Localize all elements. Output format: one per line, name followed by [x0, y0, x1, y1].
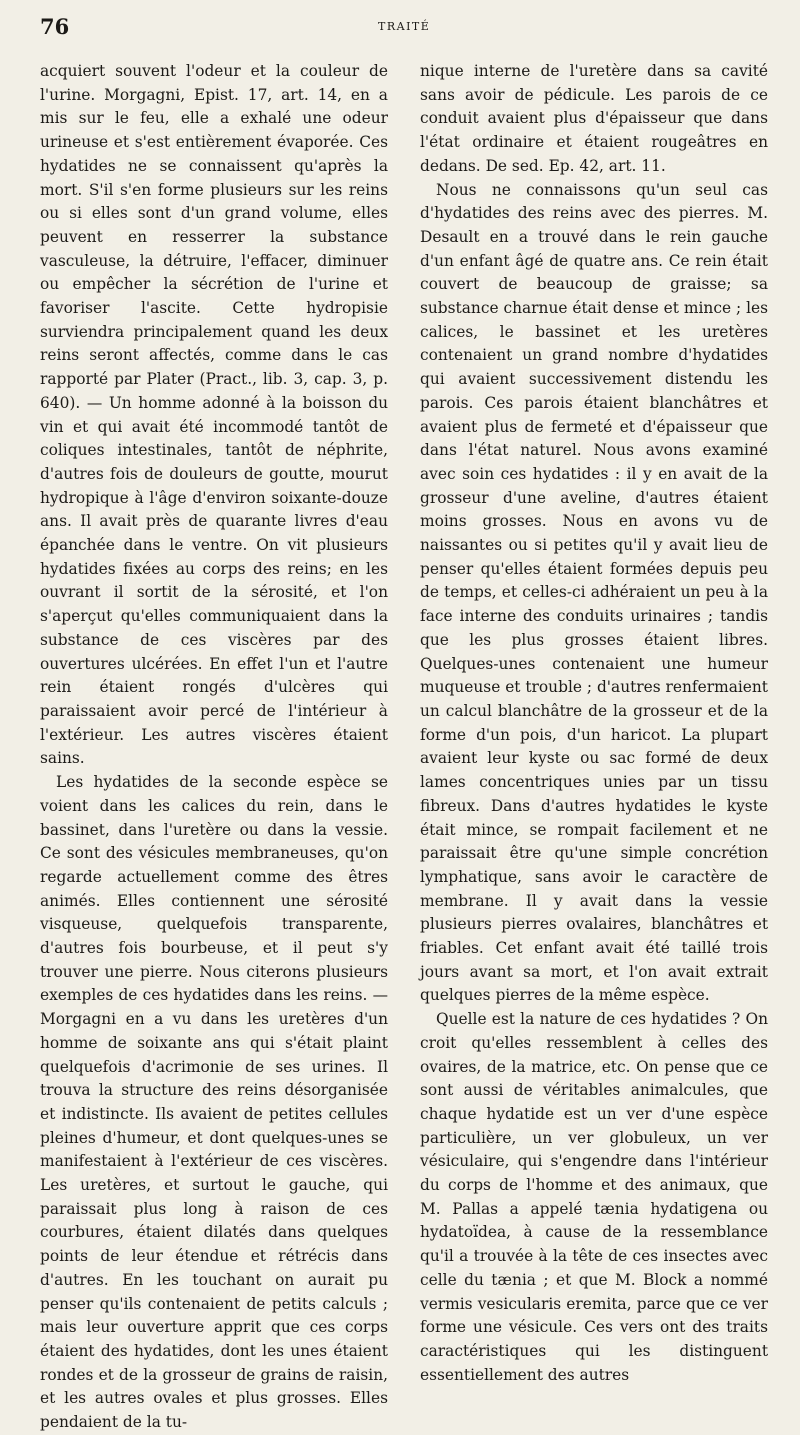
page-number: 76	[40, 14, 70, 39]
paragraph: Les hydatides de la seconde espèce se voient dans les calices du rein, dans le bassinet, dans l'uretère ou dans la vessie. Ce sont des vésicules membraneuses, qu'on regarde actuellement comme des êtres animés. Elles contiennent une sérosité visqueuse, quelquefois transparente, d'autres fois bourbeuse, et il peut s'y trouver une pierre. Nous citerons plusieurs exemples de ces hydatides dans les reins. — Morgagni en a vu dans les uretères d'un homme de soixante ans qui s'était plaint quelquefois d'acrimonie de ses urines. Il trouva la structure des reins désorganisée et indistincte. Ils avaient de petites cellules pleines d'humeur, et dont quelques-unes se manifestaient à l'extérieur de ces viscères. Les uretères, et surtout le gauche, qui paraissait plus long à raison de ces courbures, étaient dilatés dans quelques points de leur étendue et rétrécis dans d'autres. En les touchant on aurait pu penser qu'ils contenaient de petits calculs ; mais leur ouverture apprit que ces corps étaient des hydatides, dont les unes étaient rondes et de la grosseur de grains de raisin, et les autres ovales et plus grosses. Elles pendaient de la tu-	[40, 773, 388, 1432]
page-header	[0, 14, 800, 44]
paragraph: acquiert souvent l'odeur et la couleur de l'urine. Morgagni, Epist. 17, art. 14, en a mis sur le feu, elle a exhalé une odeur urineuse et s'est entièrement évaporée. Ces hydatides ne se connaissent qu'après la mort. S'il s'en forme plusieurs sur les reins ou si elles sont d'un grand volume, elles peuvent en resserrer la substance vasculeuse, la détruire, l'effacer, diminuer ou empêcher la sécrétion de l'urine et favoriser l'ascite. Cette hydropisie surviendra principalement quand les deux reins seront affectés, comme dans le cas rapporté par Plater (Pract., lib. 3, cap. 3, p. 640). — Un homme adonné à la boisson du vin et qui avait été incommodé tantôt de coliques intestinales, tantôt de néphrite, d'autres fois de douleurs de goutte, mourut hydropique à l'âge d'environ soixante-douze ans. Il avait près de quarante livres d'eau épanchée dans le ventre. On vit plusieurs hydatides fixées au corps des reins; en les ouvrant il sortit de la sérosité, et l'on s'aperçut qu'elles communiquaient dans la substance de ces viscères par des ouvertures ulcérées. En effet l'un et l'autre rein étaient rongés d'ulcères qui paraissaient avoir percé de l'intérieur à l'extérieur. Les autres viscères étaient sains.	[40, 62, 388, 768]
paragraph: Quelle est la nature de ces hydatides ? On croit qu'elles ressemblent à celles des ovaires, de la matrice, etc. On pense que ce sont aussi de véritables animalcules, que chaque hydatide est un ver d'une espèce particulière, un ver globuleux, un ver vésiculaire, qui s'engendre dans l'intérieur du corps de l'homme et des animaux, que M. Pallas a appelé tænia hydatigena ou hydatoïdea, à cause de la ressemblance qu'il a trouvée à la tête de ces insectes avec celle du tænia ; et que M. Block a nommé vermis vesicularis eremita, parce que ce ver forme une vésicule. Ces vers ont des traits caractéristiques qui les distinguent essentiellement des autres	[420, 1010, 768, 1384]
paragraph: Nous ne connaissons qu'un seul cas d'hydatides des reins avec des pierres. M. Desault en a trouvé dans le rein gauche d'un enfant âgé de quatre ans. Ce rein était couvert de beaucoup de graisse; sa substance charnue était dense et mince ; les calices, le bassinet et les uretères contenaient un grand nombre d'hydatides qui avaient successivement distendu les parois. Ces parois étaient blanchâtres et avaient plus de fermeté et d'épaisseur que dans l'état naturel. Nous avons examiné avec soin ces hydatides : il y en avait de la grosseur d'une aveline, d'autres étaient moins grosses. Nous en avons vu de naissantes ou si petites qu'il y avait lieu de penser qu'elles étaient formées depuis peu de temps, et celles-ci adhéraient un peu à la face interne des conduits urinaires ; tandis que les plus grosses étaient libres. Quelques-unes contenaient une humeur muqueuse et trouble ; d'autres renfermaient un calcul blanchâtre de la grosseur et de la forme d'un pois, d'un haricot. La plupart avaient leur kyste ou sac formé de deux lames concentriques unies par un tissu fibreux. Dans d'autres hydatides le kyste était mince, se rompait facilement et ne paraissait être qu'une simple concrétion lymphatique, sans avoir le caractère de membrane. Il y avait dans la vessie plusieurs pierres ovalaires, blanchâtres et friables. Cet enfant avait été taillé trois jours avant sa mort, et l'on avait extrait quelques pierres de la même espèce.	[420, 180, 768, 1005]
right-column	[420, 60, 768, 1387]
paragraph: nique interne de l'uretère dans sa cavité sans avoir de pédicule. Les parois de ce conduit avaient plus d'épaisseur que dans l'état ordinaire et étaient rougeâtres en dedans. De sed. Ep. 42, art. 11.	[420, 62, 768, 175]
running-title: TRAITÉ	[378, 20, 431, 33]
left-column	[40, 60, 388, 1435]
